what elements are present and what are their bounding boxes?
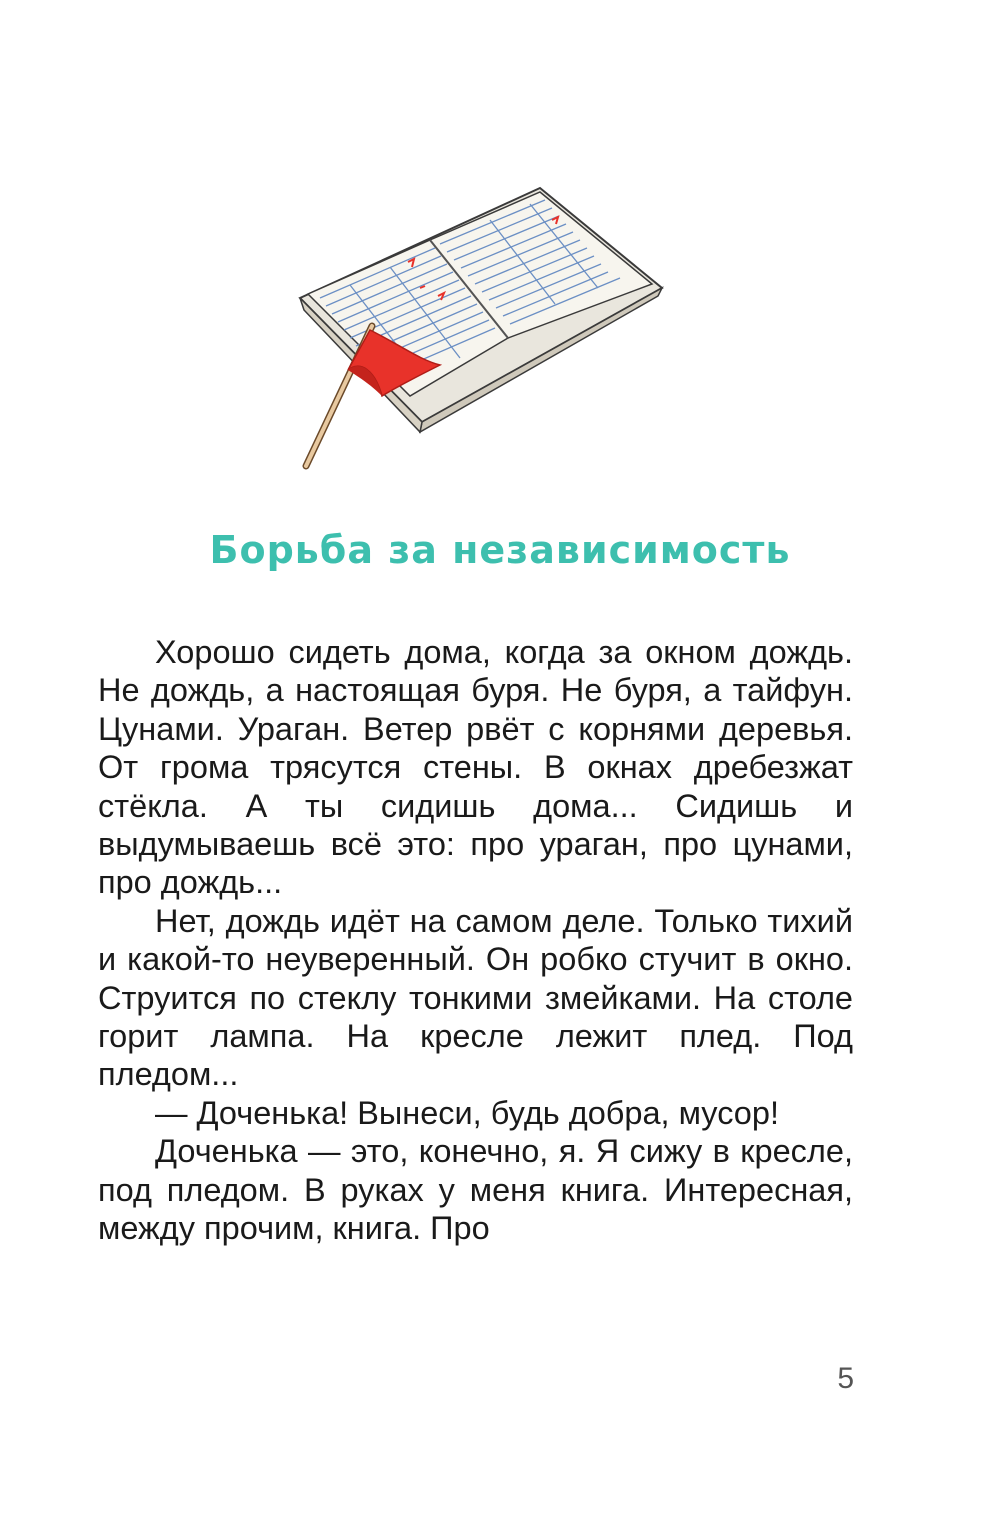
paragraph: Нет, дождь идёт на самом деле. Только тихий и какой-то неуверенный. Он робко стучит в окно. Струится по стеклу тонкими змейками. На столе горит лампа. На кресле лежит плед. Под пледом... — [98, 902, 853, 1093]
chapter-title: Борьба за независимость — [209, 528, 791, 572]
paragraph: — Доченька! Вынеси, будь добра, мусор! — [155, 1094, 779, 1131]
paragraph: Доченька — это, конечно, я. Я сижу в кресле, под пледом. В руках у меня книга. Интересная, между прочим, книга. Про — [98, 1133, 853, 1247]
paragraph: Хорошо сидеть дома, когда за окном дождь. Не дождь, а настоящая буря. Не буря, а тайфун. Цунами. Ураган. Ветер рвёт с корнями деревья. От грома трясутся стены. В окнах дребезжат стёкла. А ты сидишь дома... Сидишь и выдумываешь всё это: про ураган, про цунами, про дождь... — [98, 634, 853, 901]
page-number: 5 — [837, 1362, 854, 1395]
story-text — [98, 633, 853, 1248]
open-journal-icon — [300, 188, 662, 432]
class-journal-illustration — [290, 170, 670, 480]
